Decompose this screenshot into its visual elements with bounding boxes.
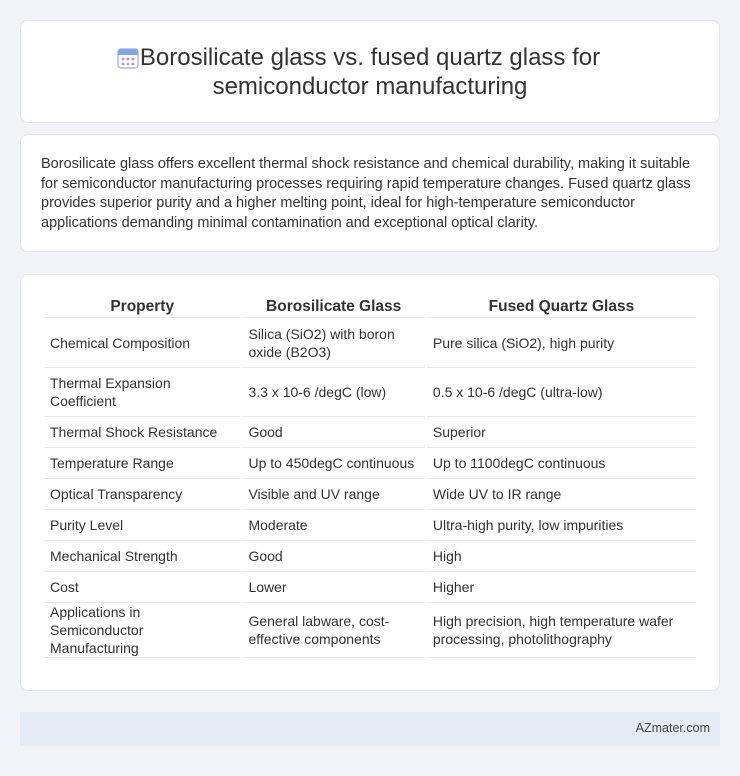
fused-quartz-cell: Superior: [427, 417, 696, 448]
table-row: [44, 603, 696, 658]
fused-quartz-cell: Ultra-high purity, low impurities: [427, 510, 696, 541]
property-cell: Thermal Shock Resistance: [44, 417, 240, 448]
fused-quartz-cell: High precision, high temperature wafer processing, photolithography: [427, 603, 696, 658]
footer-bar: [20, 712, 720, 746]
title-card: [20, 20, 720, 123]
property-cell: Temperature Range: [44, 448, 240, 479]
table-row: [44, 417, 696, 448]
comparison-table: [42, 295, 698, 658]
property-cell: Cost: [44, 572, 240, 603]
intro-text: Borosilicate glass offers excellent thermal shock resistance and chemical durability, making it suitable for semiconductor manufacturing processes requiring rapid temperature changes. Fused quartz glass provides superior purity and a higher melting point, ideal for high-temperature semiconductor applications demanding minimal contamination and exceptional optical clarity.: [41, 156, 691, 231]
borosilicate-cell: General labware, cost-effective components: [242, 603, 424, 658]
fused-quartz-cell: Higher: [427, 572, 696, 603]
table-row: [44, 368, 696, 417]
borosilicate-cell: Moderate: [242, 510, 424, 541]
property-cell: Applications in Semiconductor Manufacturing: [44, 603, 240, 658]
property-cell: Optical Transparency: [44, 479, 240, 510]
borosilicate-cell: Good: [242, 541, 424, 572]
table-header-row: [44, 295, 696, 318]
borosilicate-cell: Lower: [242, 572, 424, 603]
fused-quartz-cell: High: [427, 541, 696, 572]
property-cell: Chemical Composition: [44, 318, 240, 368]
column-header-fused-quartz: Fused Quartz Glass: [427, 295, 696, 318]
fused-quartz-cell: Pure silica (SiO2), high purity: [427, 318, 696, 368]
table-row: [44, 318, 696, 368]
borosilicate-cell: Silica (SiO2) with boron oxide (B2O3): [242, 318, 424, 368]
property-cell: Purity Level: [44, 510, 240, 541]
borosilicate-cell: 3.3 x 10-6 /degC (low): [242, 368, 424, 417]
fused-quartz-cell: Wide UV to IR range: [427, 479, 696, 510]
borosilicate-cell: Good: [242, 417, 424, 448]
borosilicate-cell: Visible and UV range: [242, 479, 424, 510]
borosilicate-cell: Up to 450degC continuous: [242, 448, 424, 479]
table-row: [44, 479, 696, 510]
table-row: [44, 541, 696, 572]
comparison-card: [20, 274, 720, 691]
fused-quartz-cell: 0.5 x 10-6 /degC (ultra-low): [427, 368, 696, 417]
column-header-borosilicate: Borosilicate Glass: [242, 295, 424, 318]
property-cell: Thermal Expansion Coefficient: [44, 368, 240, 417]
intro-card: [20, 134, 720, 252]
table-row: [44, 572, 696, 603]
page-title: Borosilicate glass vs. fused quartz glass for semiconductor manufacturing: [139, 44, 601, 100]
table-row: [44, 448, 696, 479]
table-row: [44, 510, 696, 541]
fused-quartz-cell: Up to 1100degC continuous: [427, 448, 696, 479]
property-cell: Mechanical Strength: [44, 541, 240, 572]
column-header-property: Property: [44, 295, 240, 318]
footer-brand: AZmater.com: [635, 721, 710, 735]
